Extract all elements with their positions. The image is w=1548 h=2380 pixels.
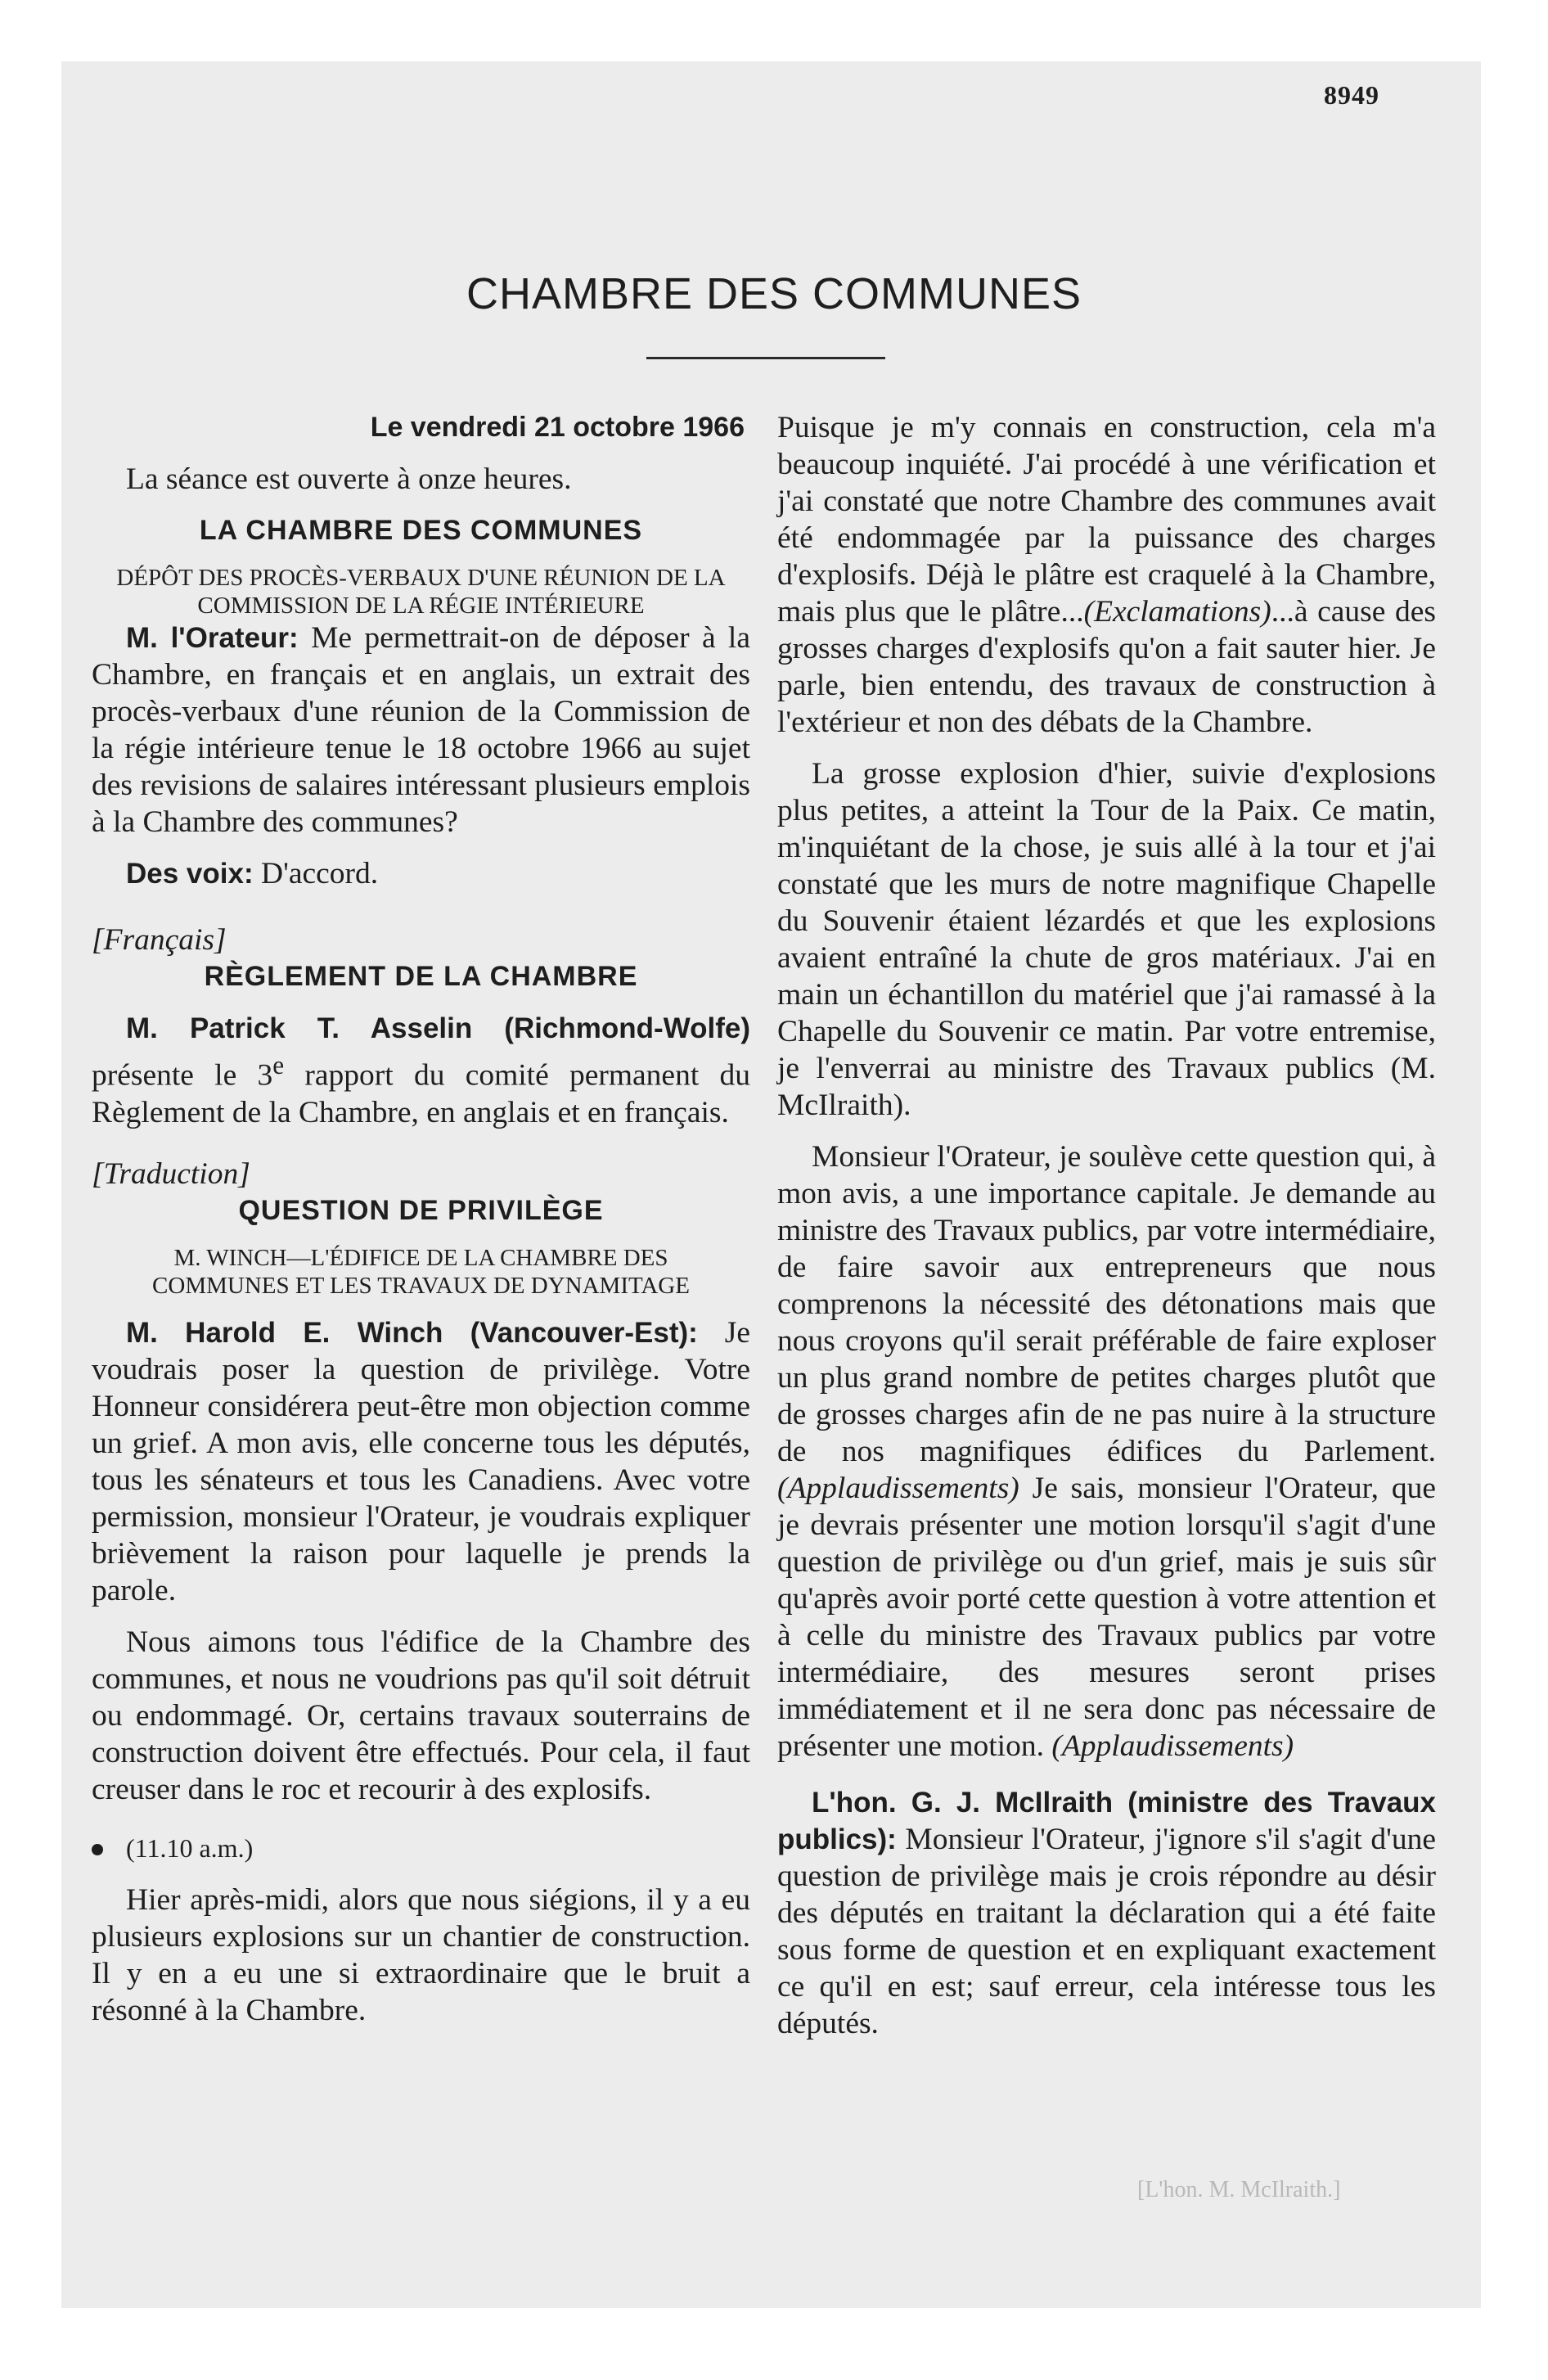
paragraph-mcilraith xyxy=(777,1784,1436,2042)
paragraph-mcilraith-text: Monsieur l'Orateur, j'ignore s'il s'agit d'une question de privilège mais je crois répondre au désir des députés en traitant la déclaration qui a été faite sous forme de question et en expliquant exactement ce qu'il en est; sauf erreur, cela intéresse tous les députés. xyxy=(777,1823,1436,2040)
paragraph-question-rest: Je sais, monsieur l'Orateur, que je devrais présenter une motion lorsqu'il s'agit d'une question de privilège ou d'un grief, mais je suis sûr qu'après avoir porté cette question à votre attention et à celle du ministre des Travaux publics par votre intermédiaire, des mesures seront prises immédiatement et il ne sera donc pas nécessaire de présenter une motion. xyxy=(777,1472,1436,1763)
time-stamp-text: (11.10 a.m.) xyxy=(126,1832,254,1863)
paragraph-edifice: Nous aimons tous l'édifice de la Chambre des communes, et nous ne voudrions pas qu'il soit détruit ou endommagé. Or, certains travaux souterrains de construction doivent être effectués. Pour cela, il faut creuser dans le roc et recourir à des explosifs. xyxy=(92,1625,750,1806)
interjection-applaudissements-1: (Applaudissements) xyxy=(777,1472,1019,1505)
bullet-dot-icon xyxy=(92,1844,103,1855)
opening-line: La séance est ouverte à onze heures. xyxy=(126,462,572,496)
masthead-title: CHAMBRE DES COMMUNES xyxy=(466,269,1082,318)
paragraph-question-text: Monsieur l'Orateur, je soulève cette question qui, à mon avis, a une importance capitale. Je demande au ministre des Travaux publics, par votre intermédiaire, de faire savoir aux entrepreneurs que nous comprenons la nécessité des détonations mais que nous croyons qu'il serait préférable de faire exploser un plus grand nombre de petites charges plutôt que de grosses charges afin de ne pas nuire à la structure de nos magnifiques édifices du Parlement. xyxy=(777,1140,1436,1468)
section-heading-chambre: LA CHAMBRE DES COMMUNES xyxy=(199,515,643,546)
bleed-through-footer: [L'hon. M. McIlraith.] xyxy=(1137,2177,1341,2202)
left-column xyxy=(92,409,750,2029)
language-note-francais: [Français] xyxy=(92,923,227,957)
paragraph-asselin xyxy=(92,1010,750,1131)
language-note-traduction: [Traduction] xyxy=(92,1156,250,1191)
interjection-exclamations: (Exclamations) xyxy=(1083,595,1271,629)
paragraph-voix-text: D'accord. xyxy=(253,857,379,890)
paragraph-asselin-text: présente le 3 xyxy=(92,1058,273,1093)
paragraph-construction xyxy=(777,409,1436,741)
paragraph-winch xyxy=(92,1314,750,1609)
ordinal-superscript: e xyxy=(272,1051,285,1080)
speaker-voix: Des voix: xyxy=(126,858,254,890)
section-heading-reglement: RÈGLEMENT DE LA CHAMBRE xyxy=(204,961,638,992)
masthead-rule xyxy=(646,357,885,359)
page-number: 8949 xyxy=(1324,80,1379,110)
speaker-asselin: M. Patrick T. Asselin (Richmond-Wolfe) xyxy=(126,1012,750,1044)
interjection-applaudissements-2: (Applaudissements) xyxy=(1051,1729,1294,1763)
paragraph-tour-paix: La grosse explosion d'hier, suivie d'explosions plus petites, a atteint la Tour de la Paix. Ce matin, m'inquiétant de la chose, je suis allé à la tour et j'ai constaté que les murs de notre magnifique Chapelle du Souvenir étaient lézardés et que les explosions avaient entraîné la chute de gros matériaux. J'ai en main un échantillon du matériel que j'ai ramassé à la Chapelle du Souvenir ce matin. Par votre entremise, je l'enverrai au ministre des Travaux publics (M. McIlraith). xyxy=(777,757,1436,1122)
subheading-depot: DÉPÔT DES PROCÈS-VERBAUX D'UNE RÉUNION DE LA COMMISSION DE LA RÉGIE INTÉRIEURE xyxy=(116,565,726,619)
paragraph-construction-rest: ...à cause des grosses charges d'explosifs qu'on a fait sauter hier. Je parle, bien entendu, des travaux de construction à l'extérieur et non des débats de la Chambre. xyxy=(777,595,1436,739)
speaker-orateur: M. l'Orateur: xyxy=(126,622,299,654)
paragraph-winch-text: Je voudrais poser la question de privilège. Votre Honneur considérera peut-être mon objection comme un grief. A mon avis, elle concerne tous les députés, tous les sénateurs et tous les Canadiens. Avec votre permission, monsieur l'Orateur, je voudrais expliquer brièvement la raison pour laquelle je prends la parole. xyxy=(92,1315,750,1607)
speaker-mcilraith: L'hon. G. J. McIlraith (ministre des Travaux publics): xyxy=(777,1787,1436,1855)
paragraph-explosions: Hier après-midi, alors que nous siégions, il y a eu plusieurs explosions sur un chantier de construction. Il y en a eu une si extraordinaire que le bruit a résonné à la Chambre. xyxy=(92,1882,750,2027)
subheading-winch: M. WINCH—L'ÉDIFICE DE LA CHAMBRE DES COMMUNES ET LES TRAVAUX DE DYNAMITAGE xyxy=(152,1244,690,1299)
paragraph-question xyxy=(777,1138,1436,1765)
speaker-winch: M. Harold E. Winch (Vancouver-Est): xyxy=(126,1316,698,1349)
paragraph-asselin-rest: rapport du comité permanent du Règlement de la Chambre, en anglais et en français. xyxy=(92,1058,751,1129)
session-date: Le vendredi 21 octobre 1966 xyxy=(370,412,745,443)
paragraph-voix xyxy=(92,855,750,892)
right-column xyxy=(777,409,1436,2042)
paragraph-orateur xyxy=(92,620,750,841)
section-heading-privilege: QUESTION DE PRIVILÈGE xyxy=(238,1194,604,1226)
paragraph-construction-text: Puisque je m'y connais en construction, cela m'a beaucoup inquiété. J'ai procédé à une vérification et j'ai constaté que notre Chambre des communes avait été endommagée par la puissance des charges d'explosifs. Déjà le plâtre est craquelé à la Chambre, mais plus que le plâtre... xyxy=(777,411,1436,629)
time-stamp xyxy=(92,1829,750,1867)
paragraph-orateur-text: Me permettrait-on de déposer à la Chambre, en français et en anglais, un extrait des procès-verbaux d'une réunion de la Commission de la régie intérieure tenue le 18 octobre 1966 au sujet des revisions de salaires intéressant plusieurs emplois à la Chambre des communes? xyxy=(92,621,750,839)
